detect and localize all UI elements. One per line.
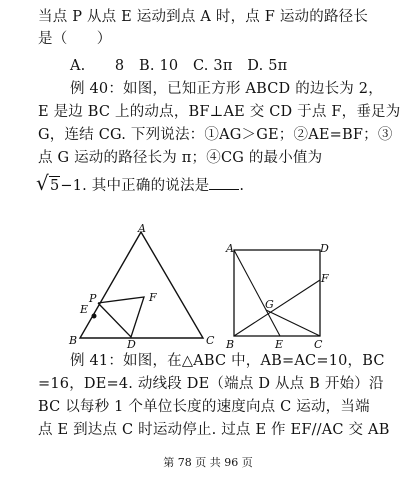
label-f: F: [321, 272, 329, 285]
label-e: E: [80, 303, 89, 316]
label-b: B: [69, 334, 78, 347]
segment-bf: [234, 280, 320, 336]
label-g: G: [265, 298, 274, 311]
page-footer: 第 78 页 共 96 页: [163, 456, 253, 469]
triangle-abc: [80, 232, 203, 338]
text-line-1: 当点 P 从点 E 运动到点 A 时，点 F 运动的路径长: [38, 9, 369, 25]
label-d: D: [127, 338, 136, 351]
text-line-11: BC 以每秒 1 个单位长度的速度向点 C 运动，当端: [38, 399, 370, 415]
sqrt-sign: √: [36, 171, 49, 195]
label-a: A: [138, 222, 146, 235]
triangle-pdf: [98, 297, 144, 337]
figure-triangle: [60, 222, 225, 352]
text-line-8-end: .: [239, 178, 245, 194]
label-c: C: [314, 338, 323, 351]
segment-cg: [266, 310, 320, 336]
label-f: F: [149, 291, 157, 304]
text-line-10: =16，DE=4. 动线段 DE（端点 D 从点 B 开始）沿: [38, 376, 384, 392]
text-line-8-rest: −1. 其中正确的说法是: [60, 178, 210, 194]
label-d: D: [320, 242, 329, 255]
text-line-5: E 是边 BC 上的动点，BF⊥AE 交 CD 于点 F，垂足为: [38, 104, 401, 120]
sqrt-radicand: 5: [49, 178, 60, 194]
text-line-12: 点 E 到达点 C 时运动停止. 过点 E 作 EF//AC 交 AB: [38, 422, 390, 438]
point-p-dot: [92, 314, 97, 319]
label-a: A: [226, 242, 234, 255]
text-line-6: G，连结 CG. 下列说法：①AG＞GE；②AE=BF；③: [38, 127, 393, 143]
answer-blank: [209, 177, 239, 190]
label-p: P: [89, 292, 97, 305]
text-line-7: 点 G 运动的路径长为 π；④CG 的最小值为: [38, 150, 323, 166]
text-line-4: 例 40：如图，已知正方形 ABCD 的边长为 2，: [70, 81, 383, 97]
label-c: C: [206, 334, 215, 347]
text-line-2: 是（ ）: [38, 31, 112, 47]
text-line-3: A. 8 B. 10 C. 3π D. 5π: [70, 58, 288, 74]
figure-square: [222, 240, 332, 352]
segment-ae: [234, 250, 280, 336]
label-e: E: [275, 338, 284, 351]
square-abcd: [234, 250, 320, 336]
text-line-8: [36, 171, 245, 195]
label-b: B: [226, 338, 235, 351]
text-line-9: 例 41：如图，在△ABC 中，AB=AC=10，BC: [70, 353, 385, 369]
